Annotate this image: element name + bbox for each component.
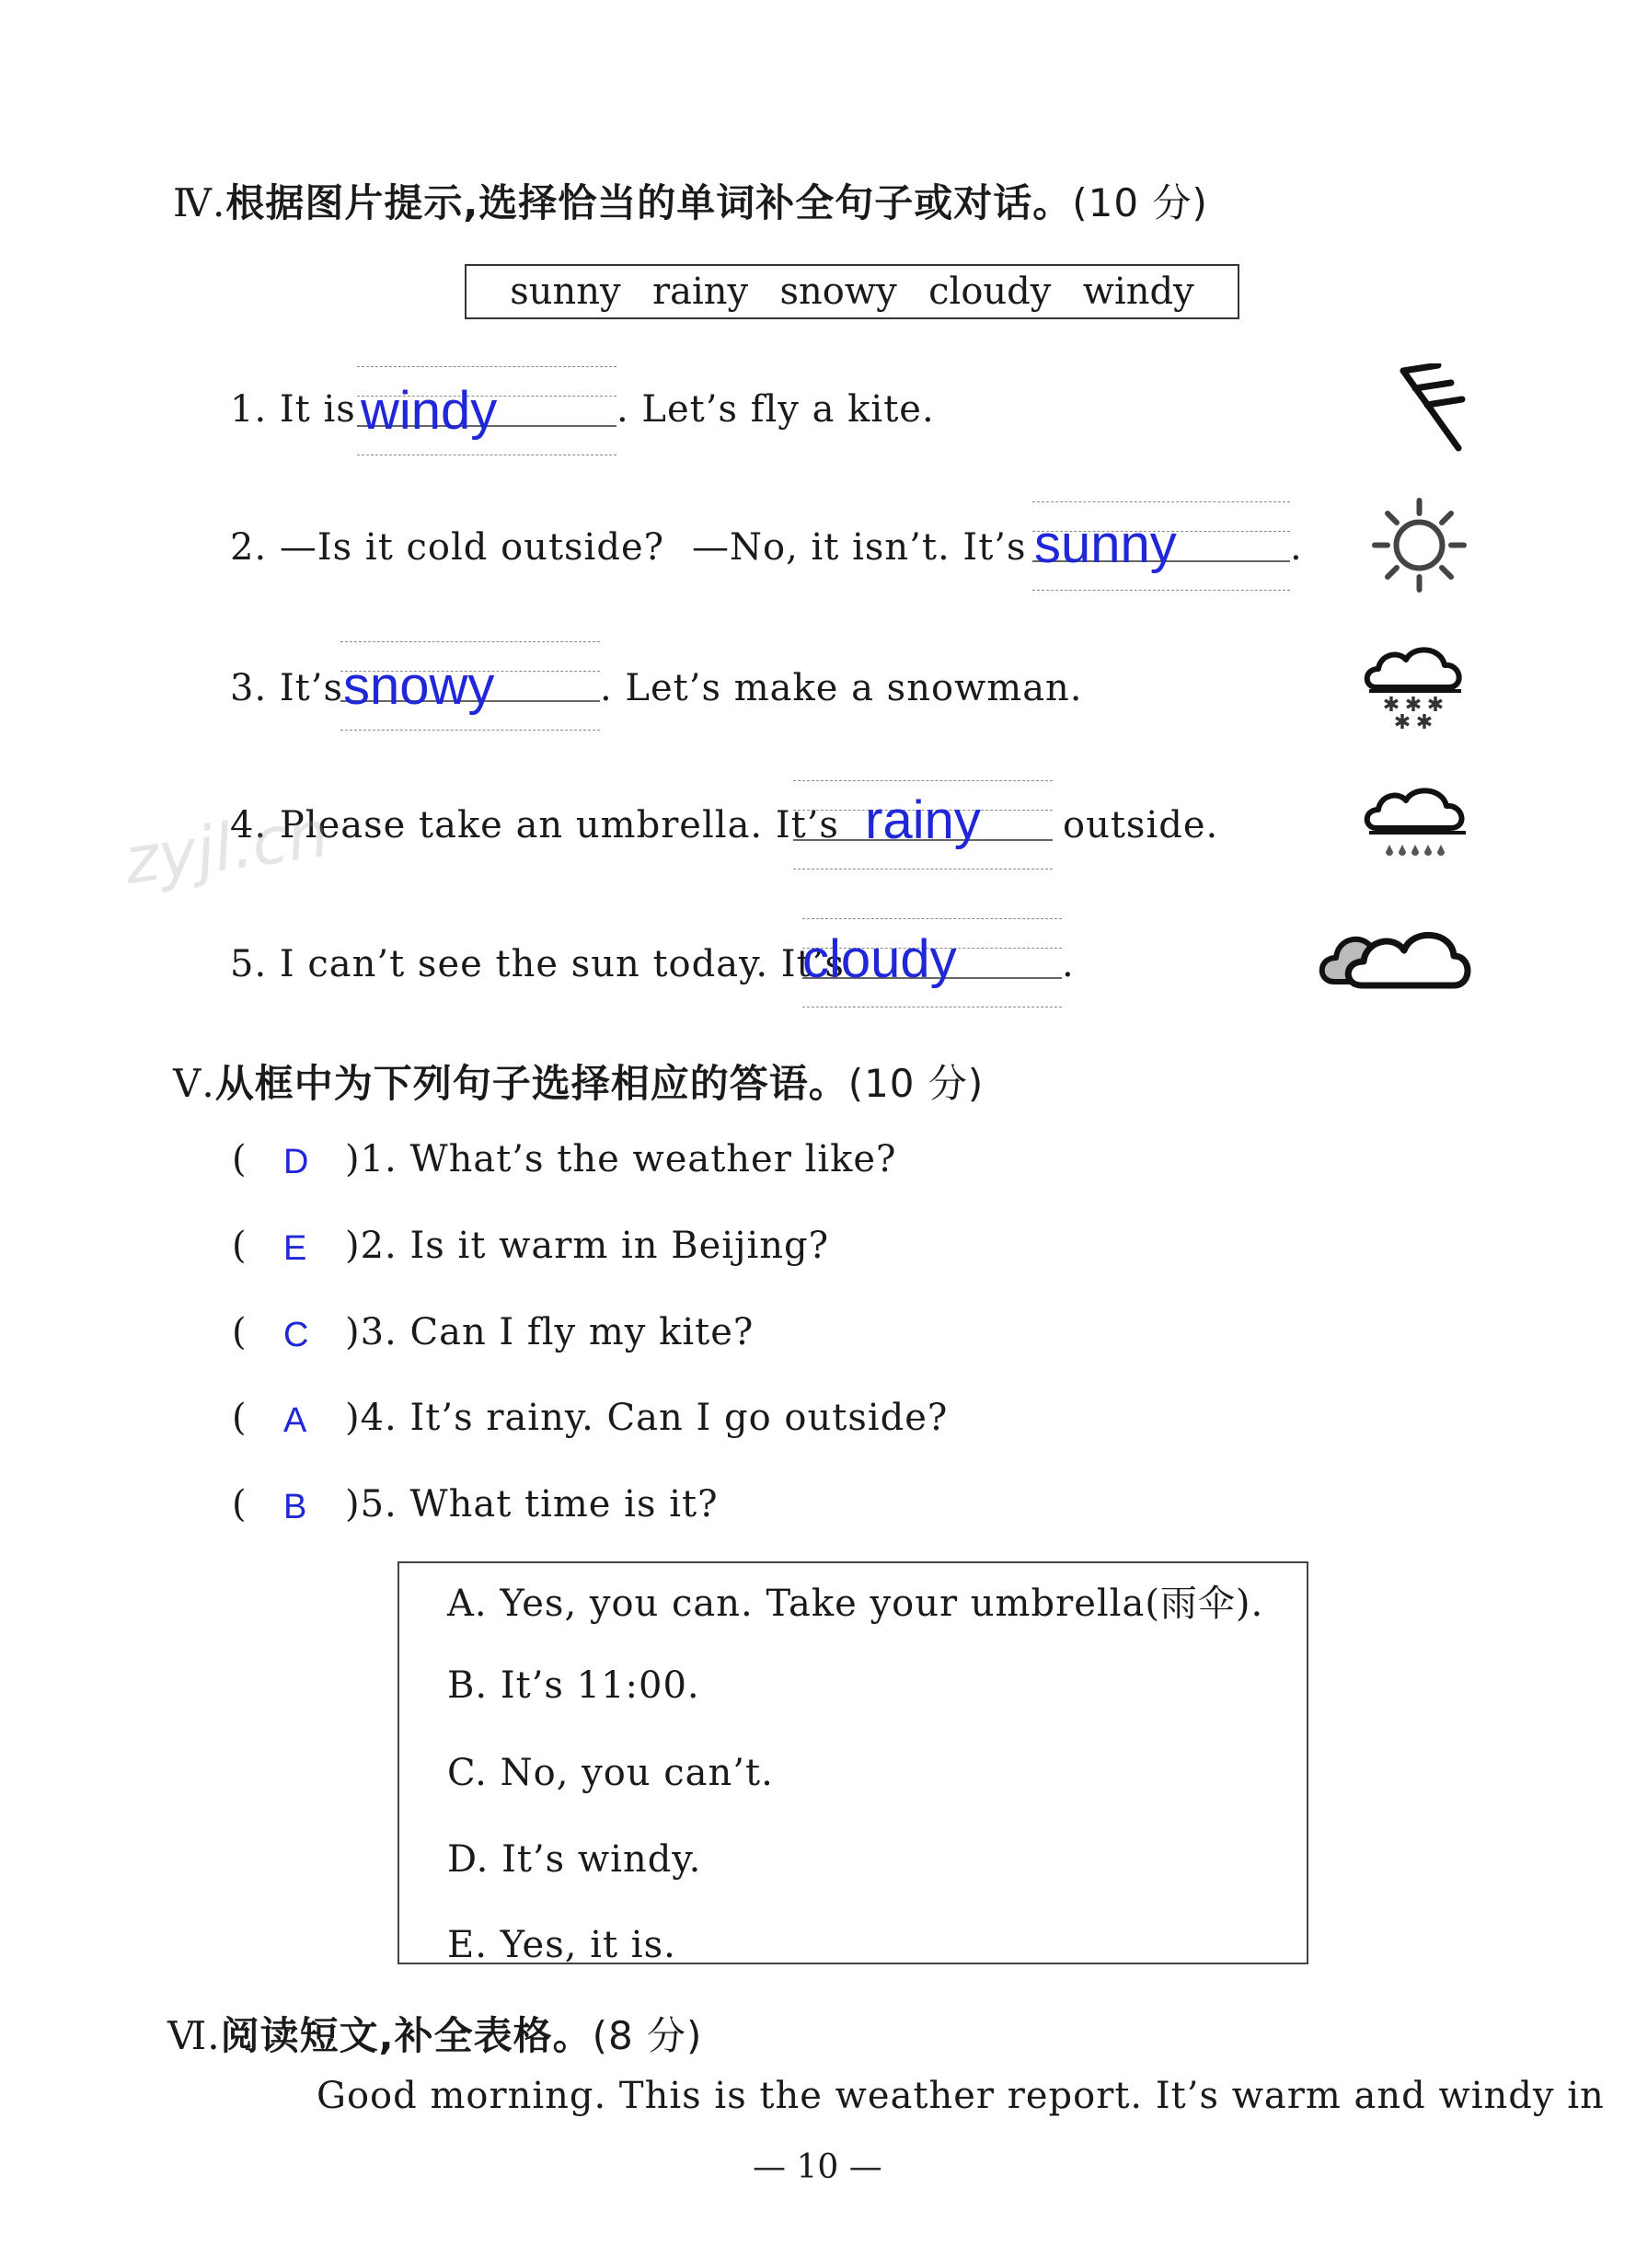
options-box	[397, 1561, 1308, 1964]
option-b: B. It’s 11:00.	[447, 1664, 700, 1707]
option-e: E. Yes, it is.	[447, 1924, 676, 1966]
section-4-title: 根据图片提示,选择恰当的单词补全句子或对话。	[225, 180, 1073, 225]
rain-cloud-icon	[1360, 780, 1475, 868]
section-6-heading	[167, 2006, 702, 2061]
option-a: A. Yes, you can. Take your umbrella(雨伞).	[447, 1583, 1264, 1625]
word-bank-word: windy	[1082, 271, 1194, 313]
cloud-icon	[1314, 915, 1475, 998]
page-number: — 10 —	[753, 2148, 882, 2186]
fill-item-3-answer: snowy	[343, 656, 495, 716]
word-bank-word: sunny	[510, 271, 621, 313]
fill-item-4-suffix: outside.	[1063, 804, 1219, 846]
fill-item-3-suffix: . Let’s make a snowman.	[600, 667, 1083, 709]
question-2-answer[interactable]: E	[283, 1229, 307, 1268]
option-d: D. It’s windy.	[447, 1838, 702, 1881]
fill-item-3-blank[interactable]	[340, 641, 600, 733]
word-bank-box	[465, 264, 1239, 319]
reading-passage-line: Good morning. This is the weather report. It’s warm and windy in	[317, 2075, 1605, 2117]
svg-text:✱: ✱	[1415, 711, 1434, 731]
question-5-answer[interactable]: B	[283, 1488, 307, 1526]
snow-cloud-icon	[1360, 639, 1470, 731]
question-4-answer[interactable]: A	[283, 1401, 307, 1440]
question-2-open-paren: (	[232, 1225, 248, 1267]
fill-item-5-suffix: .	[1062, 943, 1075, 985]
question-4-open-paren: (	[232, 1397, 248, 1439]
svg-text:✱: ✱	[1393, 711, 1411, 731]
fill-item-1-suffix: . Let’s fly a kite.	[616, 388, 935, 431]
fill-item-2-suffix: .	[1290, 526, 1303, 569]
section-4-score: (10 分)	[1072, 180, 1208, 225]
fill-item-2-question: 2. —Is it cold outside?	[230, 526, 665, 569]
fill-item-2-answer: sunny	[1034, 514, 1177, 574]
fill-item-5-prefix: 5. I can’t see the sun today. It’s	[230, 943, 845, 985]
fill-item-1-blank[interactable]	[357, 366, 616, 458]
fill-item-3-prefix: 3. It’s	[230, 667, 343, 709]
section-6-score: (8 分)	[592, 2013, 703, 2058]
word-bank-word: cloudy	[928, 271, 1052, 313]
fill-item-2-reply: —No, it isn’t. It’s	[692, 526, 1027, 569]
question-5-open-paren: (	[232, 1483, 248, 1525]
question-1-text: )1. What’s the weather like?	[345, 1138, 897, 1180]
word-bank-word: snowy	[779, 271, 897, 313]
section-5-title: 从框中为下列句子选择相应的答语。	[214, 1061, 848, 1106]
word-bank-word: rainy	[652, 271, 749, 313]
fill-item-5-answer: cloudy	[802, 929, 957, 989]
sun-icon	[1371, 497, 1468, 593]
option-c: C. No, you can’t.	[447, 1752, 774, 1794]
windy-icon	[1385, 363, 1468, 455]
section-4-roman: Ⅳ.	[173, 180, 226, 225]
fill-item-4-answer: rainy	[865, 790, 981, 850]
fill-item-4-blank[interactable]	[793, 780, 1053, 872]
section-6-roman: Ⅵ.	[167, 2013, 221, 2058]
question-5-text: )5. What time is it?	[345, 1483, 719, 1525]
question-3-text: )3. Can I fly my kite?	[345, 1311, 755, 1353]
question-3-answer[interactable]: C	[283, 1316, 309, 1354]
svg-text:✱: ✱	[1426, 694, 1445, 717]
fill-item-5-blank[interactable]	[802, 918, 1062, 1010]
question-1-open-paren: (	[232, 1138, 248, 1180]
section-5-heading	[173, 1053, 984, 1109]
svg-text:✱: ✱	[1404, 694, 1423, 717]
question-1-answer[interactable]: D	[283, 1143, 309, 1181]
fill-item-1-answer: windy	[361, 381, 498, 441]
section-5-roman: Ⅴ.	[173, 1061, 215, 1106]
svg-text:✱: ✱	[1382, 694, 1400, 717]
watermark-text: zyjl.cn	[120, 795, 333, 900]
fill-item-1-prefix: 1. It is	[230, 388, 356, 431]
question-4-text: )4. It’s rainy. Can I go outside?	[345, 1397, 949, 1439]
fill-item-4-prefix: 4. Please take an umbrella. It’s	[230, 804, 839, 846]
section-4-heading	[173, 173, 1208, 228]
section-6-title: 阅读短文,补全表格。	[220, 2013, 593, 2058]
section-5-score: (10 分)	[847, 1061, 985, 1106]
question-2-text: )2. Is it warm in Beijing?	[345, 1225, 830, 1267]
fill-item-2-blank[interactable]	[1032, 501, 1290, 593]
question-3-open-paren: (	[232, 1311, 248, 1353]
